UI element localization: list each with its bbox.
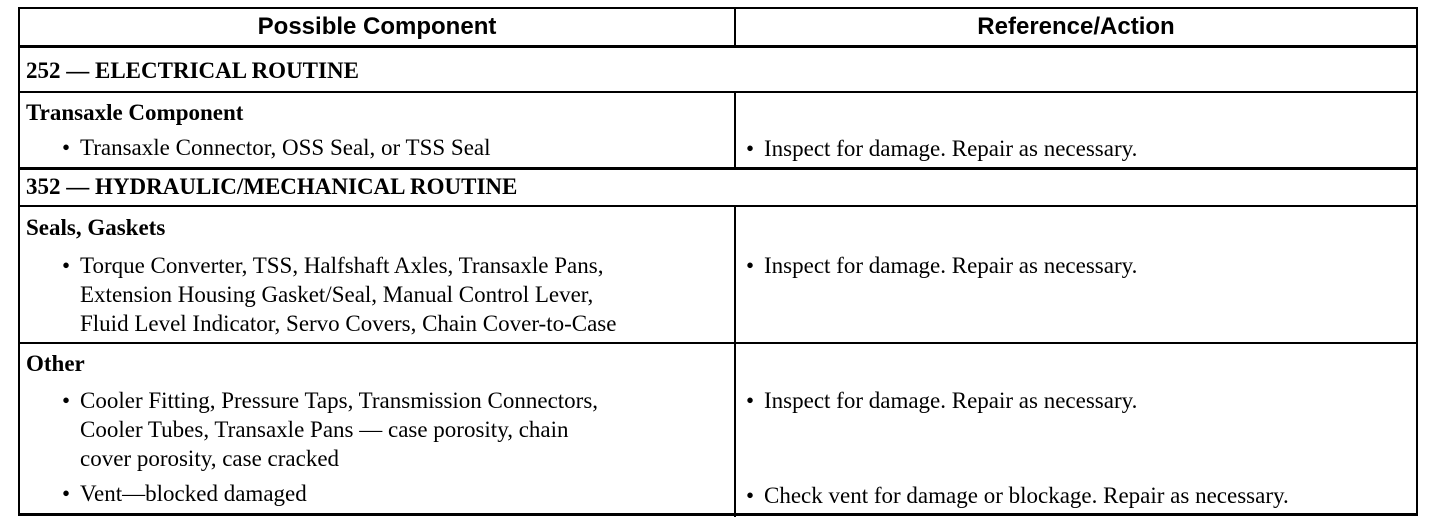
table-right-border — [1416, 7, 1418, 516]
table-bottom-border — [18, 513, 1418, 516]
diagnosis-table — [18, 7, 1418, 517]
action-item: Inspect for damage. Repair as necessary. — [764, 253, 1138, 278]
component-item-line: Cooler Tubes, Transaxle Pans — case porosity, chain — [80, 417, 569, 442]
bullet: • — [746, 483, 755, 508]
section-title-252: 252 — ELECTRICAL ROUTINE — [26, 58, 359, 83]
bullet: • — [62, 135, 71, 160]
bullet: • — [62, 388, 71, 413]
action-item: Check vent for damage or blockage. Repair as necessary. — [764, 483, 1289, 508]
action-item: Inspect for damage. Repair as necessary. — [764, 136, 1138, 161]
component-item-line: Torque Converter, TSS, Halfshaft Axles, Transaxle Pans, — [80, 253, 604, 278]
component-item-line: Fluid Level Indicator, Servo Covers, Chain Cover-to-Case — [80, 311, 617, 336]
group-title-other: Other — [26, 351, 85, 376]
table-left-border — [18, 7, 20, 516]
group-seals-bottom-border — [18, 342, 1418, 344]
header-possible-component: Possible Component — [257, 13, 497, 40]
column-divider — [734, 93, 736, 168]
header-reference-action: Reference/Action — [977, 13, 1175, 40]
action-item: Inspect for damage. Repair as necessary. — [764, 388, 1138, 413]
bullet: • — [746, 136, 755, 161]
bullet: • — [746, 388, 755, 413]
section-352-bottom-border — [18, 205, 1418, 207]
component-item-line: Cooler Fitting, Pressure Taps, Transmission Connectors, — [80, 388, 599, 413]
component-item-line: cover porosity, case cracked — [80, 446, 340, 471]
column-divider — [734, 207, 736, 517]
group-title-seals-gaskets: Seals, Gaskets — [26, 215, 166, 240]
section-title-352: 352 — HYDRAULIC/MECHANICAL ROUTINE — [26, 174, 518, 199]
bullet: • — [746, 253, 755, 278]
bullet: • — [62, 253, 71, 278]
component-item-line: Extension Housing Gasket/Seal, Manual Control Lever, — [80, 282, 594, 307]
section-252-bottom-border — [18, 91, 1418, 93]
bullet: • — [62, 481, 71, 506]
component-item: Transaxle Connector, OSS Seal, or TSS Seal — [80, 135, 491, 160]
group-transaxle-bottom-border — [18, 167, 1418, 170]
group-title-transaxle-component: Transaxle Component — [26, 100, 244, 125]
component-item: Vent—blocked damaged — [80, 481, 307, 506]
